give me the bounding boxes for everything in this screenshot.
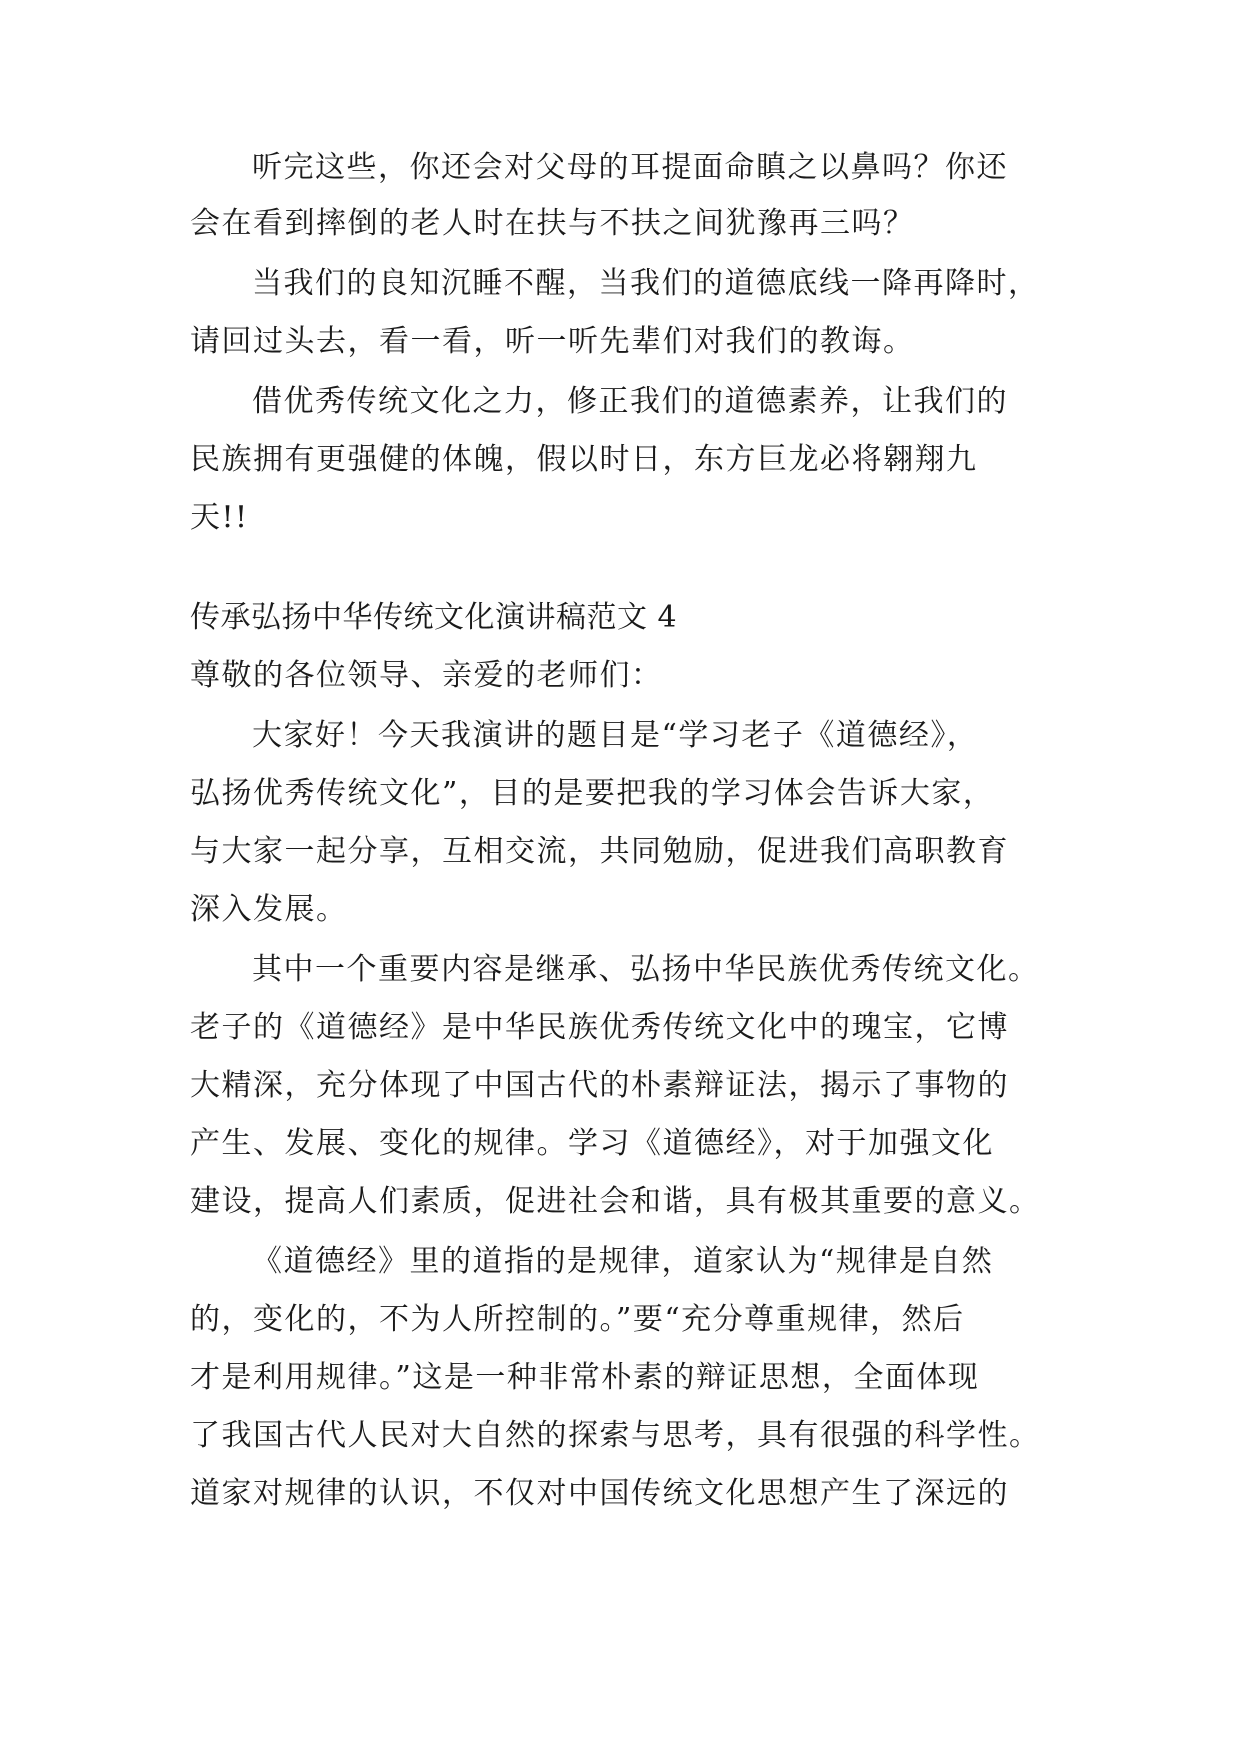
body-paragraph-3-line-4: 了我国古代人民对大自然的探索与思考，具有很强的科学性。 bbox=[190, 1418, 1041, 1453]
paragraph-2-line-1: 当我们的良知沉睡不醒，当我们的道德底线一降再降时， bbox=[252, 266, 1040, 301]
section-title: 传承弘扬中华传统文化演讲稿范文 4 bbox=[190, 600, 678, 635]
body-paragraph-2-line-3: 大精深，充分体现了中国古代的朴素辩证法，揭示了事物的 bbox=[190, 1068, 1009, 1103]
body-paragraph-3-line-3: 才是利用规律。”这是一种非常朴素的辩证思想，全面体现 bbox=[190, 1360, 980, 1395]
body-paragraph-1-line-1: 大家好！今天我演讲的题目是“学习老子《道德经》， bbox=[252, 718, 979, 753]
body-paragraph-3-line-2: 的，变化的，不为人所控制的。”要“充分尊重规律，然后 bbox=[190, 1302, 965, 1337]
paragraph-3-line-3: 天!! bbox=[190, 500, 249, 535]
body-paragraph-3-line-1: 《道德经》里的道指的是规律，道家认为“规律是自然 bbox=[252, 1244, 994, 1279]
body-paragraph-2-line-4: 产生、发展、变化的规律。学习《道德经》，对于加强文化 bbox=[190, 1126, 994, 1161]
paragraph-3-line-1: 借优秀传统文化之力，修正我们的道德素养，让我们的 bbox=[252, 384, 1008, 419]
salutation: 尊敬的各位领导、亲爱的老师们： bbox=[190, 658, 663, 693]
paragraph-2-line-2: 请回过头去，看一看，听一听先辈们对我们的教诲。 bbox=[190, 324, 915, 359]
body-paragraph-1-line-3: 与大家一起分享，互相交流，共同勉励，促进我们高职教育 bbox=[190, 834, 1009, 869]
body-paragraph-2-line-1: 其中一个重要内容是继承、弘扬中华民族优秀传统文化。 bbox=[252, 952, 1040, 987]
body-paragraph-1-line-4: 深入发展。 bbox=[190, 892, 348, 927]
body-paragraph-2-line-2: 老子的《道德经》是中华民族优秀传统文化中的瑰宝，它博 bbox=[190, 1010, 1009, 1045]
paragraph-1-line-1: 听完这些，你还会对父母的耳提面命瞋之以鼻吗？你还 bbox=[252, 150, 1008, 185]
body-paragraph-1-line-2: 弘扬优秀传统文化”，目的是要把我的学习体会告诉大家， bbox=[190, 776, 995, 811]
paragraph-3-line-2: 民族拥有更强健的体魄，假以时日，东方巨龙必将翱翔九 bbox=[190, 442, 978, 477]
body-paragraph-2-line-5: 建设，提高人们素质，促进社会和谐，具有极其重要的意义。 bbox=[190, 1184, 1041, 1219]
paragraph-1-line-2: 会在看到摔倒的老人时在扶与不扶之间犹豫再三吗？ bbox=[190, 206, 915, 241]
body-paragraph-3-line-5: 道家对规律的认识，不仅对中国传统文化思想产生了深远的 bbox=[190, 1476, 1009, 1511]
